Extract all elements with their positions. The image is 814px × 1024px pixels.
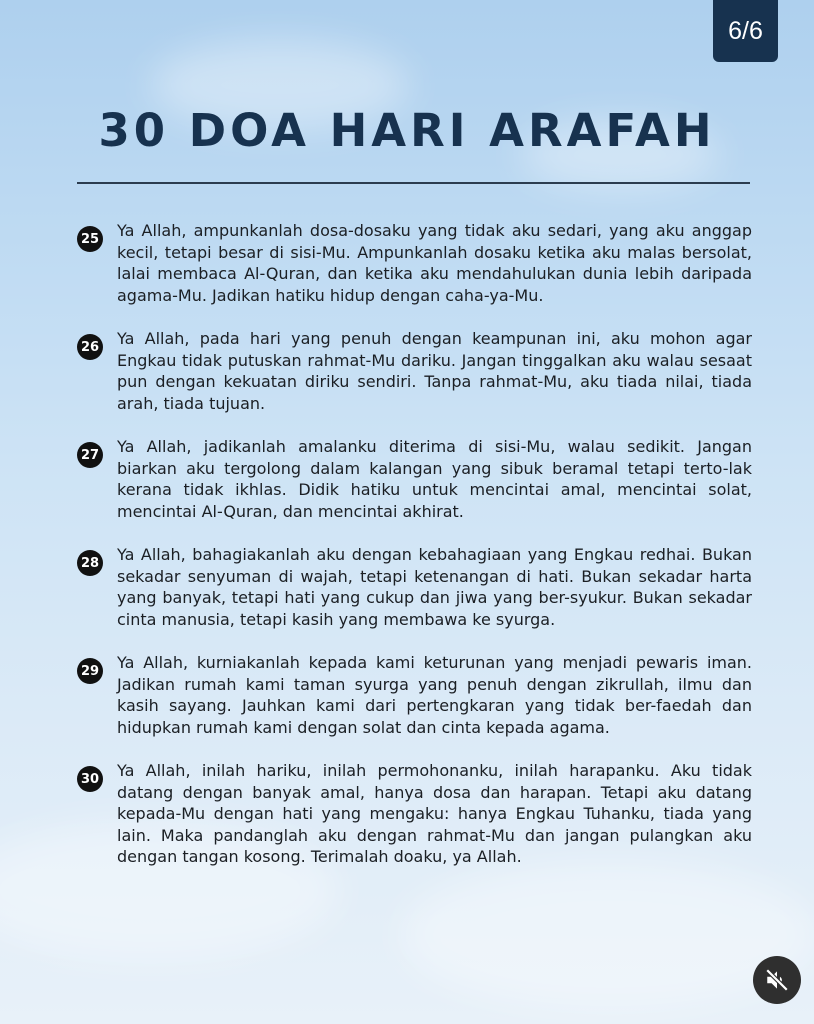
page-title: 30 DOA HARI ARAFAH (98, 104, 716, 157)
prayer-number-badge: 26 (77, 334, 103, 360)
prayer-text: Ya Allah, pada hari yang penuh dengan keampunan ini, aku mohon agar Engkau tidak putuskan rahmat-Mu dariku. Jangan tinggalkan aku walau sesaat pun dengan kekuatan diriku sendiri. Tanpa rahmat-Mu, aku tiada nilai, tiada arah, tiada tujuan. (117, 329, 752, 413)
prayer-number-badge: 28 (77, 550, 103, 576)
prayer-text: Ya Allah, bahagiakanlah aku dengan kebahagiaan yang Engkau redhai. Bukan sekadar senyuman di wajah, tetapi ketenangan di hati. Bukan sekadar harta yang banyak, tetapi hati yang cukup dan jiwa yang ber-syukur. Bukan sekadar cinta manusia, tetapi kasih yang membawa ke syurga. (117, 545, 752, 629)
mute-button[interactable] (753, 956, 801, 1004)
prayer-number-badge: 25 (77, 226, 103, 252)
prayer-list (77, 220, 752, 890)
prayer-text: Ya Allah, inilah hariku, inilah permohonanku, inilah harapanku. Aku tidak datang dengan banyak amal, hanya dosa dan harapan. Tetapi aku datang kepada-Mu dengan hati yang mengaku: hanya Engkau Tuhanku, tiada yang lain. Maka pandanglah aku dengan rahmat-Mu dan jangan pulangkan aku dengan tangan kosong. Terimalah doaku, ya Allah. (117, 761, 752, 866)
prayer-item-28 (77, 544, 752, 630)
prayer-item-26 (77, 328, 752, 414)
prayer-number-badge: 27 (77, 442, 103, 468)
prayer-text: Ya Allah, ampunkanlah dosa-dosaku yang tidak aku sedari, yang aku anggap kecil, tetapi besar di sisi-Mu. Ampunkanlah dosaku ketika aku malas bersolat, lalai membaca Al-Quran, dan ketika aku mendahulukan dunia lebih daripada agama-Mu. Jadikan hatiku hidup dengan caha-ya-Mu. (117, 221, 752, 305)
prayer-number-badge: 29 (77, 658, 103, 684)
speaker-muted-icon (764, 967, 790, 993)
prayer-item-29 (77, 652, 752, 738)
prayer-item-27 (77, 436, 752, 522)
prayer-text: Ya Allah, jadikanlah amalanku diterima di sisi-Mu, walau sedikit. Jangan biarkan aku tergolong dalam kalangan yang sibuk beramal tetapi terto-lak kerana tidak ikhlas. Didik hatiku untuk mencintai amal, mencintai solat, mencintai Al-Quran, dan mencintai akhirat. (117, 437, 752, 521)
prayer-item-25 (77, 220, 752, 306)
prayer-item-30 (77, 760, 752, 868)
title-divider (77, 182, 750, 184)
prayer-number-badge: 30 (77, 766, 103, 792)
page-indicator: 6/6 (713, 0, 778, 62)
prayer-text: Ya Allah, kurniakanlah kepada kami keturunan yang menjadi pewaris iman. Jadikan rumah kami taman syurga yang penuh dengan zikrullah, ilmu dan kasih sayang. Jauhkan kami dari pertengkaran yang tidak ber-faedah dan hidupkan rumah kami dengan solat dan cinta kepada agama. (117, 653, 752, 737)
